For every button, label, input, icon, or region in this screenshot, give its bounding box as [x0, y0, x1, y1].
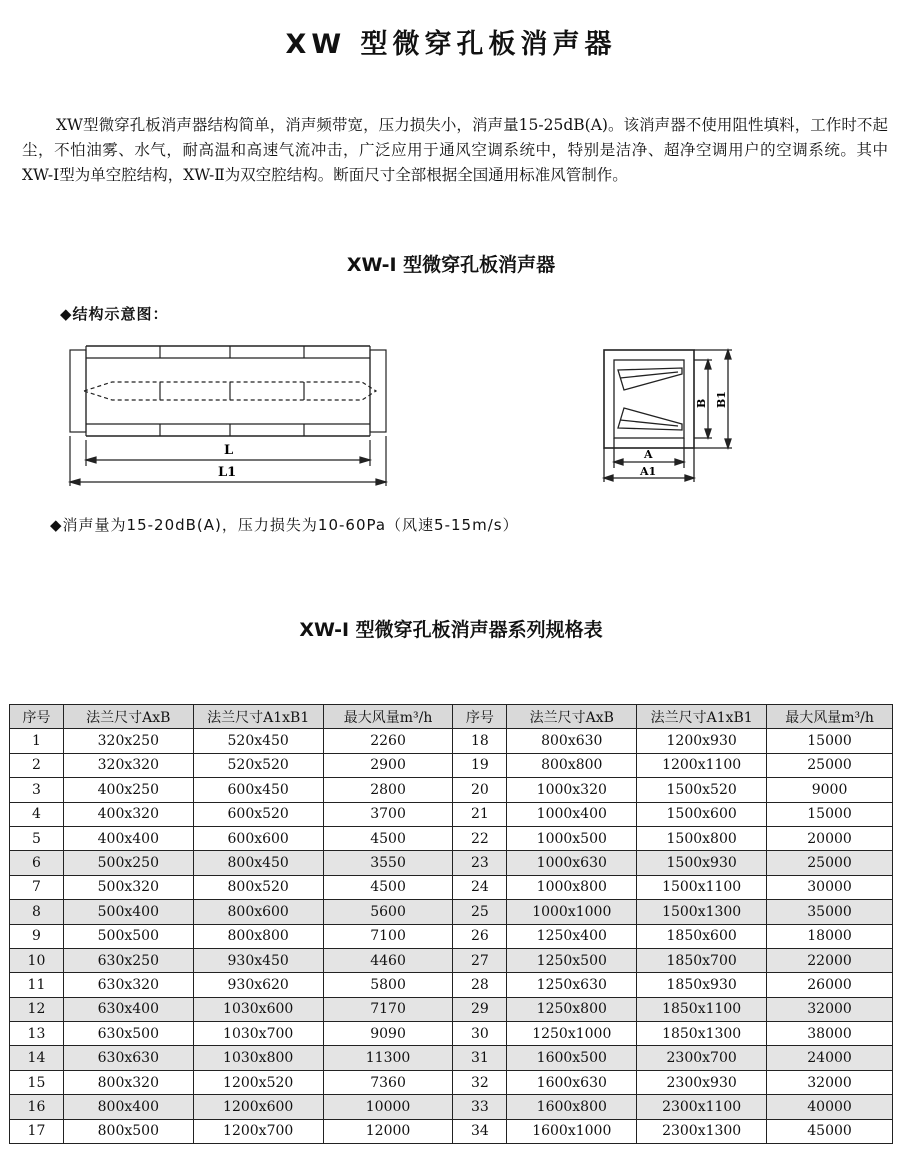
- page-title: XW 型微穿孔板消声器: [285, 29, 617, 60]
- table-row: [10, 924, 893, 948]
- table-cell: 1250x400: [507, 924, 637, 948]
- table-cell: 520x450: [193, 729, 323, 753]
- structure-label: ◆结构示意图：: [60, 305, 169, 323]
- dim-label-a1: A1: [640, 465, 657, 478]
- intro-paragraph: XW型微穿孔板消声器结构简单，消声频带宽，压力损失小，消声量15-25dB(A)。该消声器不使用阻性填料，工作时不起尘，不怕油雾、水气，耐高温和高速气流冲击，广泛应用于通风空调系统中，特别是洁净、超净空调用户的空调系统。其中XW-Ⅰ型为单空腔结构，XW-Ⅱ为双空腔结构。断面尺寸全部根据全国通用标准风管制作。: [22, 116, 888, 184]
- table-cell: 1000x630: [507, 851, 637, 875]
- table-cell: 5: [10, 826, 64, 850]
- table-cell: 1250x500: [507, 948, 637, 972]
- table-cell: 15000: [767, 802, 893, 826]
- table-row: [10, 851, 893, 875]
- table-cell: 5800: [323, 973, 453, 997]
- left-flange: [70, 350, 86, 432]
- table-header-cell: 最大风量m³/h: [323, 705, 453, 729]
- table-cell: 2300x930: [637, 1070, 767, 1094]
- table-cell: 7: [10, 875, 64, 899]
- table-cell: 520x520: [193, 753, 323, 777]
- table-row: [10, 729, 893, 753]
- table-row: [10, 1070, 893, 1094]
- table-cell: 930x620: [193, 973, 323, 997]
- table-cell: 1250x630: [507, 973, 637, 997]
- right-flange: [370, 350, 386, 432]
- table-cell: 9: [10, 924, 64, 948]
- table-cell: 16: [10, 1095, 64, 1119]
- table-cell: 500x250: [63, 851, 193, 875]
- table-cell: 320x320: [63, 753, 193, 777]
- table-cell: 800x600: [193, 900, 323, 924]
- table-cell: 800x520: [193, 875, 323, 899]
- table-row: [10, 1022, 893, 1046]
- table-cell: 800x800: [507, 753, 637, 777]
- table-cell: 12: [10, 997, 64, 1021]
- table-cell: 38000: [767, 1022, 893, 1046]
- table-cell: 25: [453, 900, 507, 924]
- table-cell: 1250x1000: [507, 1022, 637, 1046]
- table-header-row: [10, 705, 893, 729]
- table-cell: 1200x930: [637, 729, 767, 753]
- table-cell: 22: [453, 826, 507, 850]
- table-header-cell: 法兰尺寸AxB: [507, 705, 637, 729]
- table-cell: 25000: [767, 851, 893, 875]
- table-cell: 1600x800: [507, 1095, 637, 1119]
- table-header-cell: 法兰尺寸A1xB1: [193, 705, 323, 729]
- table-cell: 19: [453, 753, 507, 777]
- table-cell: 800x400: [63, 1095, 193, 1119]
- table-cell: 630x400: [63, 997, 193, 1021]
- table-cell: 32000: [767, 1070, 893, 1094]
- table-cell: 1250x800: [507, 997, 637, 1021]
- table-row: [10, 875, 893, 899]
- table-row: [10, 1046, 893, 1070]
- table-cell: 630x630: [63, 1046, 193, 1070]
- table-cell: 2300x700: [637, 1046, 767, 1070]
- table-cell: 1500x600: [637, 802, 767, 826]
- table-cell: 31: [453, 1046, 507, 1070]
- table-row: [10, 802, 893, 826]
- table-row: [10, 826, 893, 850]
- table-cell: 30000: [767, 875, 893, 899]
- table-cell: 1600x1000: [507, 1119, 637, 1143]
- table-cell: 1600x630: [507, 1070, 637, 1094]
- table-cell: 28: [453, 973, 507, 997]
- table-cell: 1000x800: [507, 875, 637, 899]
- table-cell: 18000: [767, 924, 893, 948]
- table-header-cell: 法兰尺寸A1xB1: [637, 705, 767, 729]
- table-cell: 12000: [323, 1119, 453, 1143]
- dim-label-l: L: [224, 443, 234, 458]
- table-cell: 2300x1300: [637, 1119, 767, 1143]
- table-cell: 800x320: [63, 1070, 193, 1094]
- table-header-cell: 序号: [10, 705, 64, 729]
- table-row: [10, 753, 893, 777]
- table-cell: 27: [453, 948, 507, 972]
- table-cell: 5600: [323, 900, 453, 924]
- table-cell: 800x630: [507, 729, 637, 753]
- dim-label-a: A: [644, 448, 653, 461]
- table-cell: 34: [453, 1119, 507, 1143]
- table-cell: 20000: [767, 826, 893, 850]
- table-row: [10, 997, 893, 1021]
- table-cell: 10000: [323, 1095, 453, 1119]
- table-cell: 1500x520: [637, 778, 767, 802]
- table-header-cell: 序号: [453, 705, 507, 729]
- table-cell: 4460: [323, 948, 453, 972]
- table-cell: 10: [10, 948, 64, 972]
- table-cell: 26: [453, 924, 507, 948]
- table-cell: 1500x1100: [637, 875, 767, 899]
- performance-note: ◆消声量为15-20dB(A)，压力损失为10-60Pa（风速5-15m/s）: [50, 516, 519, 534]
- table-cell: 1: [10, 729, 64, 753]
- table-cell: 32000: [767, 997, 893, 1021]
- table-cell: 18: [453, 729, 507, 753]
- table-cell: 8: [10, 900, 64, 924]
- table-cell: 21: [453, 802, 507, 826]
- table-row: [10, 973, 893, 997]
- table-cell: 14: [10, 1046, 64, 1070]
- table-cell: 4: [10, 802, 64, 826]
- table-cell: 600x600: [193, 826, 323, 850]
- table-title: XW-I 型微穿孔板消声器系列规格表: [299, 619, 603, 641]
- table-cell: 1600x500: [507, 1046, 637, 1070]
- table-cell: 11300: [323, 1046, 453, 1070]
- table-cell: 630x250: [63, 948, 193, 972]
- table-cell: 45000: [767, 1119, 893, 1143]
- table-cell: 23: [453, 851, 507, 875]
- table-cell: 930x450: [193, 948, 323, 972]
- table-cell: 800x500: [63, 1119, 193, 1143]
- section-title: XW-I 型微穿孔板消声器: [346, 254, 556, 276]
- table-cell: 1000x320: [507, 778, 637, 802]
- table-cell: 25000: [767, 753, 893, 777]
- table-cell: 40000: [767, 1095, 893, 1119]
- table-cell: 1500x930: [637, 851, 767, 875]
- table-cell: 1200x700: [193, 1119, 323, 1143]
- table-cell: 1850x700: [637, 948, 767, 972]
- table-cell: 1000x500: [507, 826, 637, 850]
- table-cell: 1000x400: [507, 802, 637, 826]
- table-cell: 500x320: [63, 875, 193, 899]
- table-cell: 24: [453, 875, 507, 899]
- table-cell: 1200x520: [193, 1070, 323, 1094]
- table-cell: 1850x1300: [637, 1022, 767, 1046]
- table-cell: 400x320: [63, 802, 193, 826]
- table-cell: 11: [10, 973, 64, 997]
- table-cell: 7100: [323, 924, 453, 948]
- table-cell: 3700: [323, 802, 453, 826]
- table-header-cell: 最大风量m³/h: [767, 705, 893, 729]
- table-cell: 9090: [323, 1022, 453, 1046]
- table-cell: 1850x1100: [637, 997, 767, 1021]
- table-cell: 1200x1100: [637, 753, 767, 777]
- table-cell: 1500x800: [637, 826, 767, 850]
- table-cell: 32: [453, 1070, 507, 1094]
- dim-label-b: B: [695, 398, 708, 408]
- table-cell: 600x450: [193, 778, 323, 802]
- table-body: [10, 729, 893, 1144]
- table-cell: 4500: [323, 826, 453, 850]
- table-cell: 1500x1300: [637, 900, 767, 924]
- table-cell: 3: [10, 778, 64, 802]
- table-cell: 1850x600: [637, 924, 767, 948]
- table-cell: 26000: [767, 973, 893, 997]
- table-cell: 2260: [323, 729, 453, 753]
- table-cell: 2: [10, 753, 64, 777]
- table-cell: 35000: [767, 900, 893, 924]
- table-cell: 29: [453, 997, 507, 1021]
- dim-label-l1: L1: [218, 465, 237, 480]
- table-cell: 500x500: [63, 924, 193, 948]
- table-header-cell: 法兰尺寸AxB: [63, 705, 193, 729]
- table-row: [10, 1095, 893, 1119]
- table-row: [10, 900, 893, 924]
- table-cell: 15000: [767, 729, 893, 753]
- table-cell: 400x400: [63, 826, 193, 850]
- table-cell: 13: [10, 1022, 64, 1046]
- table-cell: 800x450: [193, 851, 323, 875]
- spec-table: [9, 704, 893, 1144]
- table-cell: 24000: [767, 1046, 893, 1070]
- table-cell: 500x400: [63, 900, 193, 924]
- table-cell: 6: [10, 851, 64, 875]
- table-cell: 630x500: [63, 1022, 193, 1046]
- table-cell: 1030x800: [193, 1046, 323, 1070]
- side-view-diagram: [62, 340, 392, 490]
- table-cell: 4500: [323, 875, 453, 899]
- table-row: [10, 1119, 893, 1143]
- table-cell: 630x320: [63, 973, 193, 997]
- table-cell: 15: [10, 1070, 64, 1094]
- table-cell: 30: [453, 1022, 507, 1046]
- cross-section-diagram: [598, 344, 748, 484]
- table-cell: 20: [453, 778, 507, 802]
- table-row: [10, 948, 893, 972]
- table-row: [10, 778, 893, 802]
- table-cell: 1030x700: [193, 1022, 323, 1046]
- table-cell: 1030x600: [193, 997, 323, 1021]
- table-cell: 1200x600: [193, 1095, 323, 1119]
- table-cell: 1000x1000: [507, 900, 637, 924]
- table-cell: 7170: [323, 997, 453, 1021]
- table-cell: 2300x1100: [637, 1095, 767, 1119]
- table-cell: 320x250: [63, 729, 193, 753]
- table-cell: 9000: [767, 778, 893, 802]
- table-cell: 33: [453, 1095, 507, 1119]
- table-cell: 800x800: [193, 924, 323, 948]
- table-cell: 400x250: [63, 778, 193, 802]
- table-cell: 1850x930: [637, 973, 767, 997]
- table-cell: 7360: [323, 1070, 453, 1094]
- table-cell: 2800: [323, 778, 453, 802]
- table-cell: 600x520: [193, 802, 323, 826]
- dim-label-b1: B1: [715, 391, 728, 408]
- table-cell: 17: [10, 1119, 64, 1143]
- table-cell: 2900: [323, 753, 453, 777]
- table-cell: 22000: [767, 948, 893, 972]
- table-cell: 3550: [323, 851, 453, 875]
